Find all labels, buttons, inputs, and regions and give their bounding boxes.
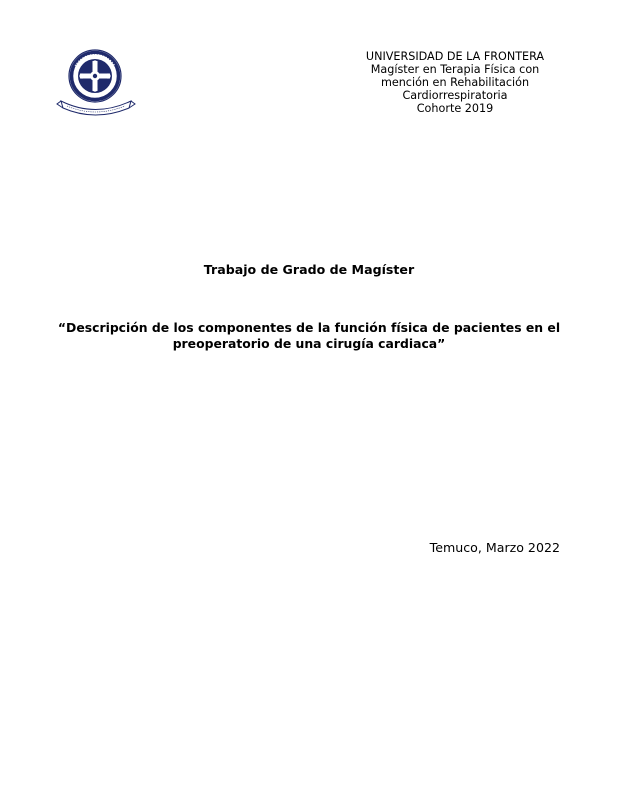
program-line: Cardiorrespiratoria bbox=[402, 89, 508, 102]
thesis-title-line: preoperatorio de una cirugía cardiaca” bbox=[172, 336, 446, 351]
university-logo-icon bbox=[55, 46, 137, 118]
program-line: Magíster en Terapia Física con bbox=[370, 63, 540, 76]
institution-header bbox=[360, 50, 550, 115]
thesis-title bbox=[40, 320, 578, 352]
university-name: UNIVERSIDAD DE LA FRONTERA bbox=[365, 50, 545, 63]
thesis-title-line: “Descripción de los componentes de la función física de pacientes en el bbox=[57, 320, 561, 335]
thesis-type-heading: Trabajo de Grado de Magíster bbox=[203, 262, 415, 277]
place-and-date: Temuco, Marzo 2022 bbox=[429, 540, 560, 555]
program-line: mención en Rehabilitación bbox=[380, 76, 530, 89]
cohort-label: Cohorte 2019 bbox=[416, 102, 494, 115]
